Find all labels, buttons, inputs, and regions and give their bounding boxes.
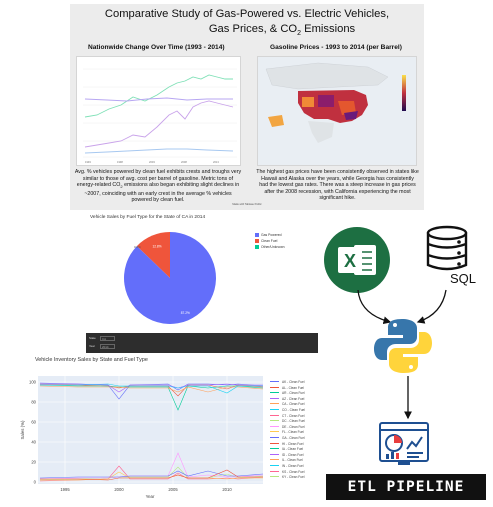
pie-slice-label: 87.2% (180, 310, 190, 315)
pie-chart (90, 220, 250, 330)
inventory-legend-item[interactable] (270, 458, 303, 462)
y-tick: 100 (29, 379, 36, 385)
python-icon (372, 316, 434, 376)
poster-credit: Made with Tableau Public (232, 203, 262, 206)
dashboard-poster (70, 4, 424, 210)
inventory-chart-title: Vehicle Inventory Sales by State and Fuel Type (35, 357, 148, 363)
pie-other-label: 0.0% (134, 245, 141, 249)
right-panel-caption: The highest gas prices have been consistently observed in states like Hawaii and Alaska over the years, while Georgia has consistently had the lowest gas rates. There was a steep increase in gas prices after the 2008 recession, with California experiencing the most significant hike. (256, 169, 419, 202)
x-tick: 2010 (222, 487, 232, 492)
co2-series (85, 149, 233, 153)
legend-line-swatch (270, 454, 279, 455)
gas-price-map (257, 56, 417, 166)
x-tick: 1995 (60, 487, 70, 492)
poster-title-line2: Gas Prices, & $CO_2$ Emissions (208, 23, 356, 38)
legend-line-swatch (270, 398, 279, 399)
svg-text:2008: 2008 (181, 161, 187, 164)
svg-text:2013: 2013 (213, 161, 219, 164)
inventory-legend-item[interactable] (270, 442, 303, 446)
legend-line-swatch (270, 471, 279, 472)
gas-price-series (85, 101, 233, 147)
inventory-line-chart (18, 370, 268, 502)
legend-line-swatch (270, 387, 279, 388)
nationwide-line-chart (76, 56, 241, 166)
svg-text:2003: 2003 (149, 161, 155, 164)
x-tick: 2005 (168, 487, 178, 492)
clean-fuel-series (85, 75, 233, 117)
legend-label: DE - Clean Fuel (282, 424, 305, 429)
pie-legend-clean[interactable]: Clean Fuel (255, 239, 277, 243)
etl-pipeline-badge: ETL PIPELINE (326, 474, 486, 500)
conventional-series (85, 98, 233, 101)
legend-label: CT - Clean Fuel (282, 413, 305, 418)
inventory-legend-item[interactable] (270, 430, 304, 434)
pie-legend-gas[interactable]: Gas Powered (255, 233, 282, 237)
filter-controls (86, 333, 318, 353)
legend-label: AL - Clean Fuel (282, 385, 305, 390)
legend-label: AZ - Clean Fuel (282, 396, 305, 401)
legend-line-swatch (270, 426, 279, 427)
legend-label: ID - Clean Fuel (282, 452, 304, 457)
legend-label: FL - Clean Fuel (282, 430, 304, 435)
legend-label: AK - Clean Fuel (282, 380, 305, 384)
legend-label: IN - Clean Fuel (282, 464, 304, 468)
y-tick: 80 (31, 399, 36, 405)
legend-label: KY - Clean Fuel (282, 475, 305, 480)
legend-line-swatch (270, 476, 279, 477)
y-tick: 0 (33, 479, 36, 485)
year-filter[interactable]: Year 2014 (89, 344, 115, 349)
left-panel-subtitle: Nationwide Change Over Time (1993 - 2014) (88, 44, 225, 51)
right-panel-subtitle: Gasoline Prices - 1993 to 2014 (per Barrel) (270, 44, 402, 51)
legend-line-swatch (270, 420, 279, 421)
svg-text:X: X (343, 251, 357, 271)
inventory-legend-item[interactable] (270, 447, 303, 451)
legend-label: DC - Clean Fuel (282, 419, 305, 424)
legend-label: AR - Clean Fuel (282, 391, 305, 396)
inventory-legend-item[interactable] (270, 386, 304, 390)
svg-text:1998: 1998 (117, 161, 123, 164)
pie-legend-other[interactable]: Other/Unknown (255, 245, 285, 249)
inventory-legend-item[interactable] (270, 453, 303, 457)
x-axis-label: Year (145, 494, 155, 499)
inventory-legend-item[interactable] (270, 391, 305, 395)
legend-label: IA - Clean Fuel (282, 447, 304, 452)
y-tick: 60 (31, 419, 36, 425)
inventory-legend-item[interactable] (270, 425, 305, 429)
inventory-legend-item[interactable] (270, 436, 305, 440)
state-filter[interactable]: State CA (89, 336, 115, 341)
legend-label: CA - Clean Fuel (282, 402, 305, 407)
legend-line-swatch (270, 381, 279, 382)
y-axis-label: Sales (%) (20, 420, 25, 440)
inventory-legend-item[interactable] (270, 419, 305, 423)
legend-label: IL - Clean Fuel (282, 458, 303, 463)
inventory-legend-item[interactable] (270, 397, 304, 401)
legend-line-swatch (270, 403, 279, 404)
legend-label: CO - Clean Fuel (282, 408, 306, 412)
y-tick: 40 (31, 439, 36, 445)
inventory-legend-item[interactable] (270, 408, 305, 412)
legend-label: KS - Clean Fuel (282, 469, 305, 474)
legend-label: GA - Clean Fuel (282, 436, 305, 440)
database-icon (422, 223, 472, 277)
y-tick: 20 (31, 459, 36, 465)
inventory-legend-item[interactable] (270, 464, 303, 468)
legend-line-swatch (270, 443, 279, 444)
poster-title (70, 7, 424, 41)
dashboard-icon (378, 421, 430, 467)
pie-slice-label: 12.8% (152, 244, 162, 249)
pie-chart-title: Vehicle Sales by Fuel Type for the State of CA in 2014 (90, 215, 206, 220)
inventory-legend-item[interactable] (270, 470, 305, 474)
inventory-legend-item[interactable] (270, 402, 305, 406)
inventory-legend-item[interactable] (270, 380, 305, 384)
legend-line-swatch (270, 437, 279, 438)
sql-label: SQL (450, 271, 477, 286)
legend-line-swatch (270, 448, 279, 449)
legend-label: HI - Clean Fuel (282, 441, 304, 446)
inventory-legend-item[interactable] (270, 475, 304, 479)
inventory-legend-item[interactable] (270, 414, 304, 418)
legend-line-swatch (270, 459, 279, 460)
legend-line-swatch (270, 431, 279, 432)
poster-title-line1: Comparative Study of Gas-Powered vs. Electric Vehicles, (104, 8, 390, 20)
legend-line-swatch (270, 392, 279, 393)
legend-line-swatch (270, 465, 279, 466)
legend-line-swatch (270, 415, 279, 416)
svg-text:1993: 1993 (85, 161, 91, 164)
x-tick: 2000 (114, 487, 124, 492)
left-panel-caption: Avg. % vehicles powered by clean fuel exhibits crests and troughs very similar to those of avg. cost per barrel of gasoline. Metric tons of energy-related $CO_2$ emissions also began exhibiting slight declines in ~2007, coinciding with an early crest in the average % vehicles powered by clean fuel. (74, 169, 242, 204)
legend-line-swatch (270, 409, 279, 410)
